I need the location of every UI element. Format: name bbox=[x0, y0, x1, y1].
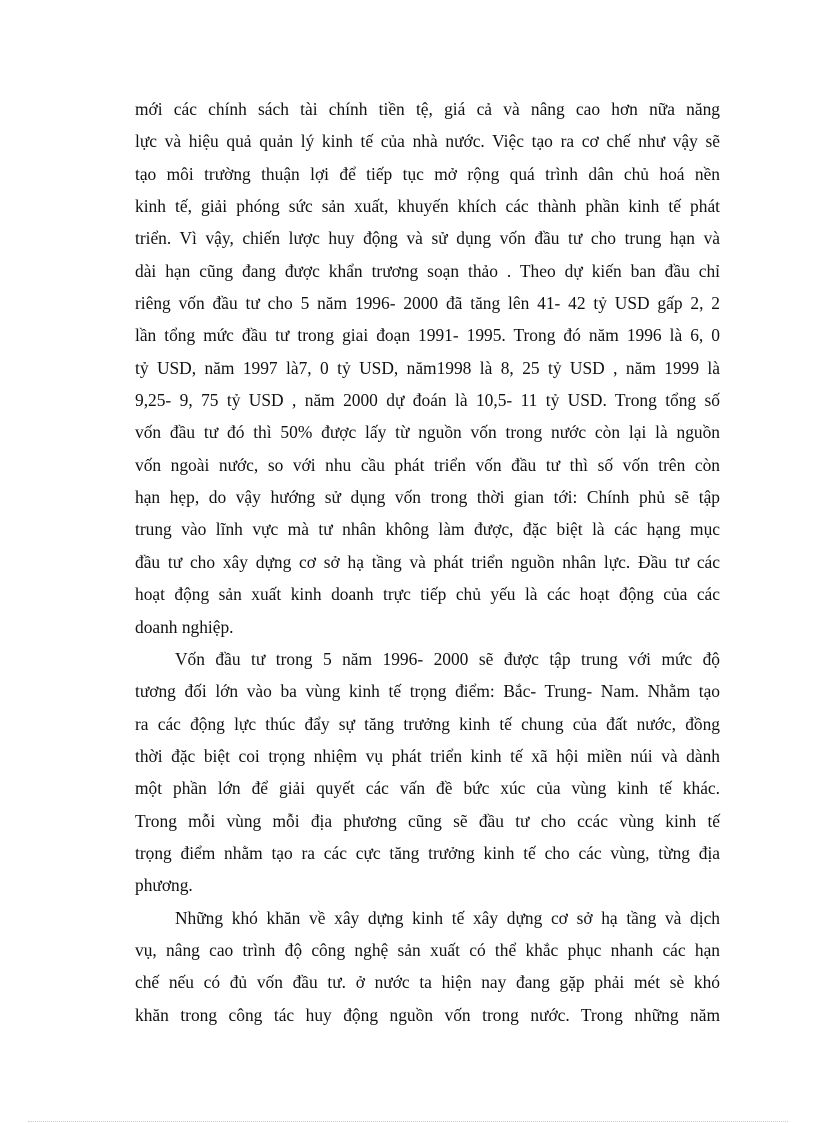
text-line: hoạt động sản xuất kinh doanh trực tiếp chủ yếu là các hoạt động của các bbox=[135, 584, 720, 605]
text-line: tỷ USD, năm 1997 là7, 0 tỷ USD, năm1998 là 8, 25 tỷ USD , năm 1999 là bbox=[135, 357, 720, 378]
text-line: Vốn đầu tư trong 5 năm 1996- 2000 sẽ được tập trung với mức độ bbox=[175, 648, 720, 669]
paragraph-regional-investment bbox=[135, 643, 720, 902]
text-line: 9,25- 9, 75 tỷ USD , năm 2000 dự đoán là 10,5- 11 tỷ USD. Trong tổng số bbox=[135, 390, 720, 411]
text-line: hạn hẹp, do vậy hướng sử dụng vốn trong thời gian tới: Chính phủ sẽ tập bbox=[135, 487, 720, 508]
text-line: vụ, nâng cao trình độ công nghệ sản xuất có thể khắc phục nhanh các hạn bbox=[135, 939, 720, 960]
document-page bbox=[135, 93, 720, 1031]
text-line: khăn trong công tác huy động nguồn vốn trong nước. Trong những năm bbox=[135, 1004, 720, 1025]
paragraph-policy-and-investment bbox=[135, 93, 720, 643]
text-line: tương đối lớn vào ba vùng kinh tế trọng điểm: Bắc- Trung- Nam. Nhằm tạo bbox=[135, 681, 720, 702]
text-line: vốn đầu tư đó thì 50% được lấy từ nguồn vốn trong nước còn lại là nguồn bbox=[135, 422, 720, 443]
text-line: thời đặc biệt coi trọng nhiệm vụ phát triển kinh tế xã hội miền núi và dành bbox=[135, 745, 720, 766]
text-line: đầu tư cho xây dựng cơ sở hạ tầng và phát triển nguồn nhân lực. Đầu tư các bbox=[135, 551, 720, 572]
text-line: riêng vốn đầu tư cho 5 năm 1996- 2000 đã tăng lên 41- 42 tỷ USD gấp 2, 2 bbox=[135, 293, 720, 314]
text-line: lực và hiệu quả quản lý kinh tế của nhà nước. Việc tạo ra cơ chế như vậy sẽ bbox=[135, 131, 720, 152]
text-line: doanh nghiệp. bbox=[135, 616, 234, 637]
text-line: chế nếu có đủ vốn đầu tư. ở nước ta hiện nay đang gặp phải mét sè khó bbox=[135, 972, 720, 993]
text-line: ra các động lực thúc đẩy sự tăng trưởng kinh tế chung của đất nước, đồng bbox=[135, 713, 720, 734]
text-line: trung vào lĩnh vực mà tư nhân không làm được, đặc biệt là các hạng mục bbox=[135, 519, 720, 540]
text-line: lần tổng mức đầu tư trong giai đoạn 1991- 1995. Trong đó năm 1996 là 6, 0 bbox=[135, 325, 720, 346]
text-line: kinh tế, giải phóng sức sản xuất, khuyến khích các thành phần kinh tế phát bbox=[135, 196, 720, 217]
text-line: phương. bbox=[135, 875, 193, 896]
text-line: Trong mỗi vùng mỗi địa phương cũng sẽ đầu tư cho ccác vùng kinh tế bbox=[135, 810, 720, 831]
text-line: triển. Vì vậy, chiến lược huy động và sử dụng vốn đầu tư cho trung hạn và bbox=[135, 228, 720, 249]
text-line: tạo môi trường thuận lợi để tiếp tục mở rộng quá trình dân chủ hoá nền bbox=[135, 163, 720, 184]
paragraph-difficulties bbox=[135, 902, 720, 1031]
text-line: một phần lớn để giải quyết các vấn đề bức xúc của vùng kinh tế khác. bbox=[135, 778, 720, 799]
text-line: vốn ngoài nước, so với nhu cầu phát triển vốn đầu tư thì số vốn trên còn bbox=[135, 454, 720, 475]
text-line: Những khó khăn về xây dựng kinh tế xây dựng cơ sở hạ tầng và dịch bbox=[175, 907, 720, 928]
text-line: dài hạn cũng đang được khẩn trương soạn thảo . Theo dự kiến ban đầu chỉ bbox=[135, 260, 720, 281]
text-line: trọng điểm nhằm tạo ra các cực tăng trưởng kinh tế cho các vùng, từng địa bbox=[135, 842, 720, 863]
page-bottom-rule bbox=[28, 1121, 788, 1122]
text-line: mới các chính sách tài chính tiền tệ, giá cả và nâng cao hơn nữa năng bbox=[135, 99, 720, 119]
